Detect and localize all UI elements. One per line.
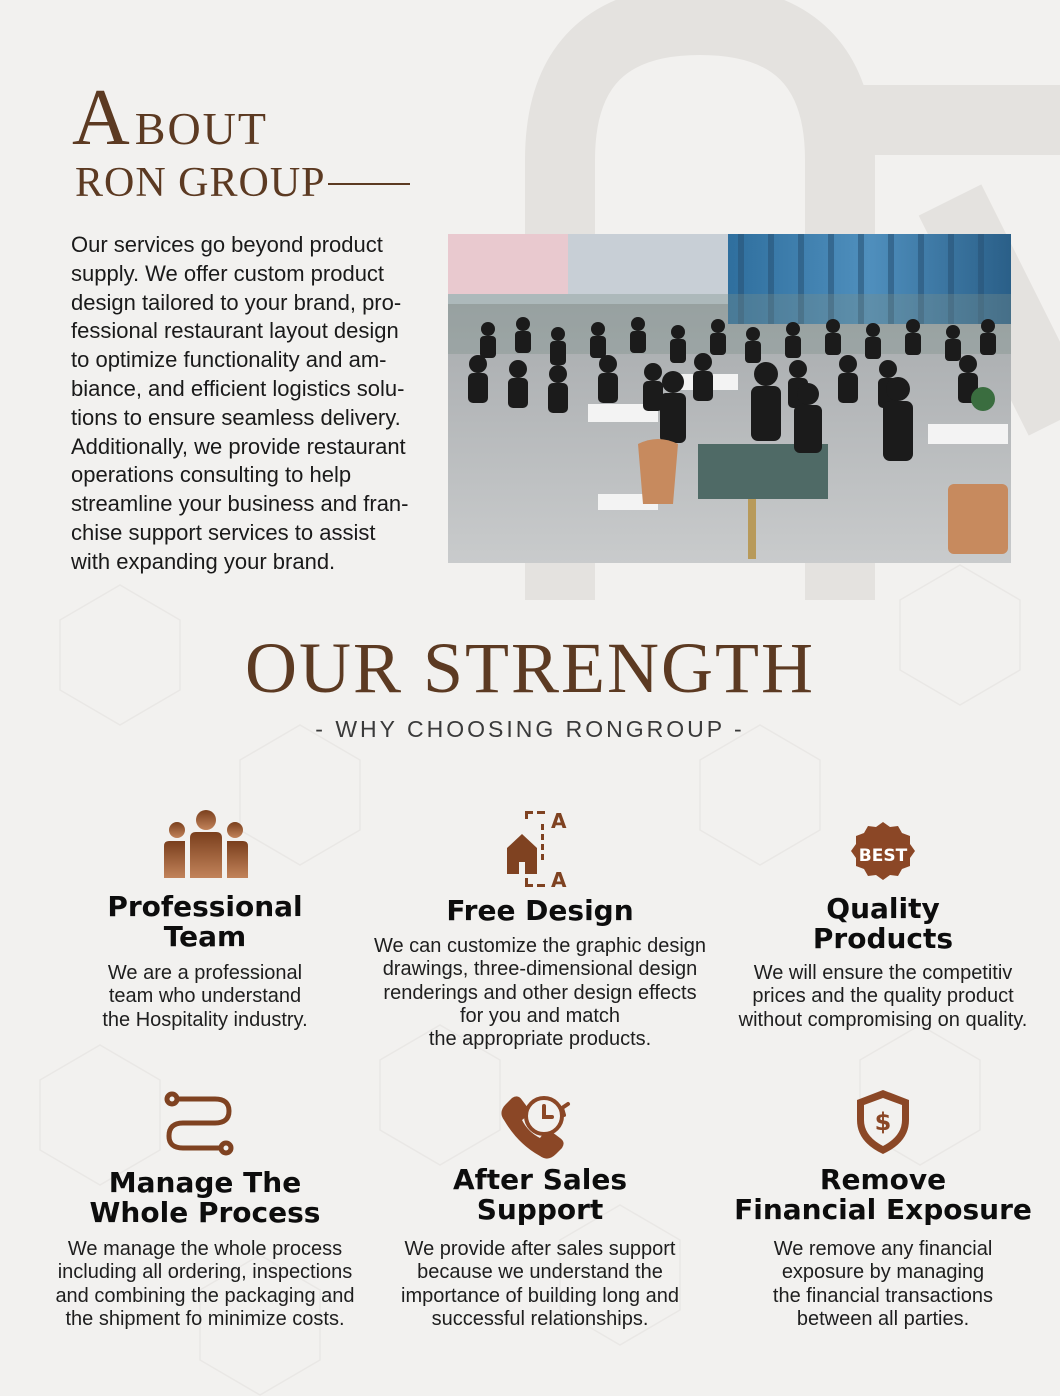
feature-free-design xyxy=(370,808,710,1058)
about-body xyxy=(71,231,433,577)
process-path-icon xyxy=(163,1090,235,1160)
feature-quality-products xyxy=(728,818,1038,1048)
svg-text:A: A xyxy=(551,868,567,890)
feature-description: We remove any financial exposure by managing the financial transactions between all parties. xyxy=(772,1238,994,1330)
about-heading xyxy=(72,74,410,206)
feature-after-sales-support xyxy=(380,1090,700,1340)
svg-text:$: $ xyxy=(874,1108,892,1136)
feature-remove-financial-exposure xyxy=(728,1088,1038,1338)
shield-dollar-icon xyxy=(855,1088,911,1156)
about-title-rest: BOUT xyxy=(134,103,269,154)
about-drop-letter: A xyxy=(72,74,131,162)
feature-title: Quality Products xyxy=(812,892,954,955)
team-photo xyxy=(448,234,1011,563)
about-title-rule xyxy=(328,183,410,185)
design-icon xyxy=(505,808,571,890)
strength-subtitle: - WHY CHOOSING RONGROUP - xyxy=(315,716,745,742)
support-clock-icon xyxy=(498,1090,574,1160)
feature-title: Professional Team xyxy=(107,890,303,953)
feature-description: We provide after sales support because we understand the importance of building long and successful relationships. xyxy=(401,1238,679,1330)
feature-professional-team xyxy=(60,808,350,1038)
feature-manage-process xyxy=(55,1090,355,1340)
feature-description: We can customize the graphic design drawings, three-dimensional design renderings and other design effects for you and match the appropriate products. xyxy=(373,935,707,1051)
best-badge-icon xyxy=(848,820,918,890)
svg-text:A: A xyxy=(551,809,567,833)
best-badge-label: BEST xyxy=(858,846,908,866)
strength-title: OUR STRENGTH xyxy=(244,628,815,708)
feature-title: Remove Financial Exposure xyxy=(734,1163,1032,1226)
feature-title: Free Design xyxy=(446,894,634,927)
feature-description: We manage the whole process including all ordering, inspections and combining the packaging and the shipment fo minimize costs. xyxy=(55,1238,355,1330)
team-icon xyxy=(164,808,248,880)
about-body-text: Our services go beyond product supply. We offer custom product design tailored to your brand, pro- fessional restaurant layout design to optimize functionality and am- biance, and efficient logistics solu- tions to ensure seamless delivery. Additionally, we provide restaurant operations consulting to help streamline your business and fran- chise support services to assist with expanding your brand. xyxy=(71,232,409,574)
feature-title: After Sales Support xyxy=(452,1163,628,1226)
about-title-line2: RON GROUP xyxy=(75,160,326,206)
feature-description: We are a professional team who understand the Hospitality industry. xyxy=(102,962,308,1031)
team-photo-illustration xyxy=(448,234,1011,563)
feature-description: We will ensure the competitiv prices and the quality product without compromising on quality. xyxy=(738,962,1028,1031)
feature-title: Manage The Whole Process xyxy=(89,1166,321,1229)
